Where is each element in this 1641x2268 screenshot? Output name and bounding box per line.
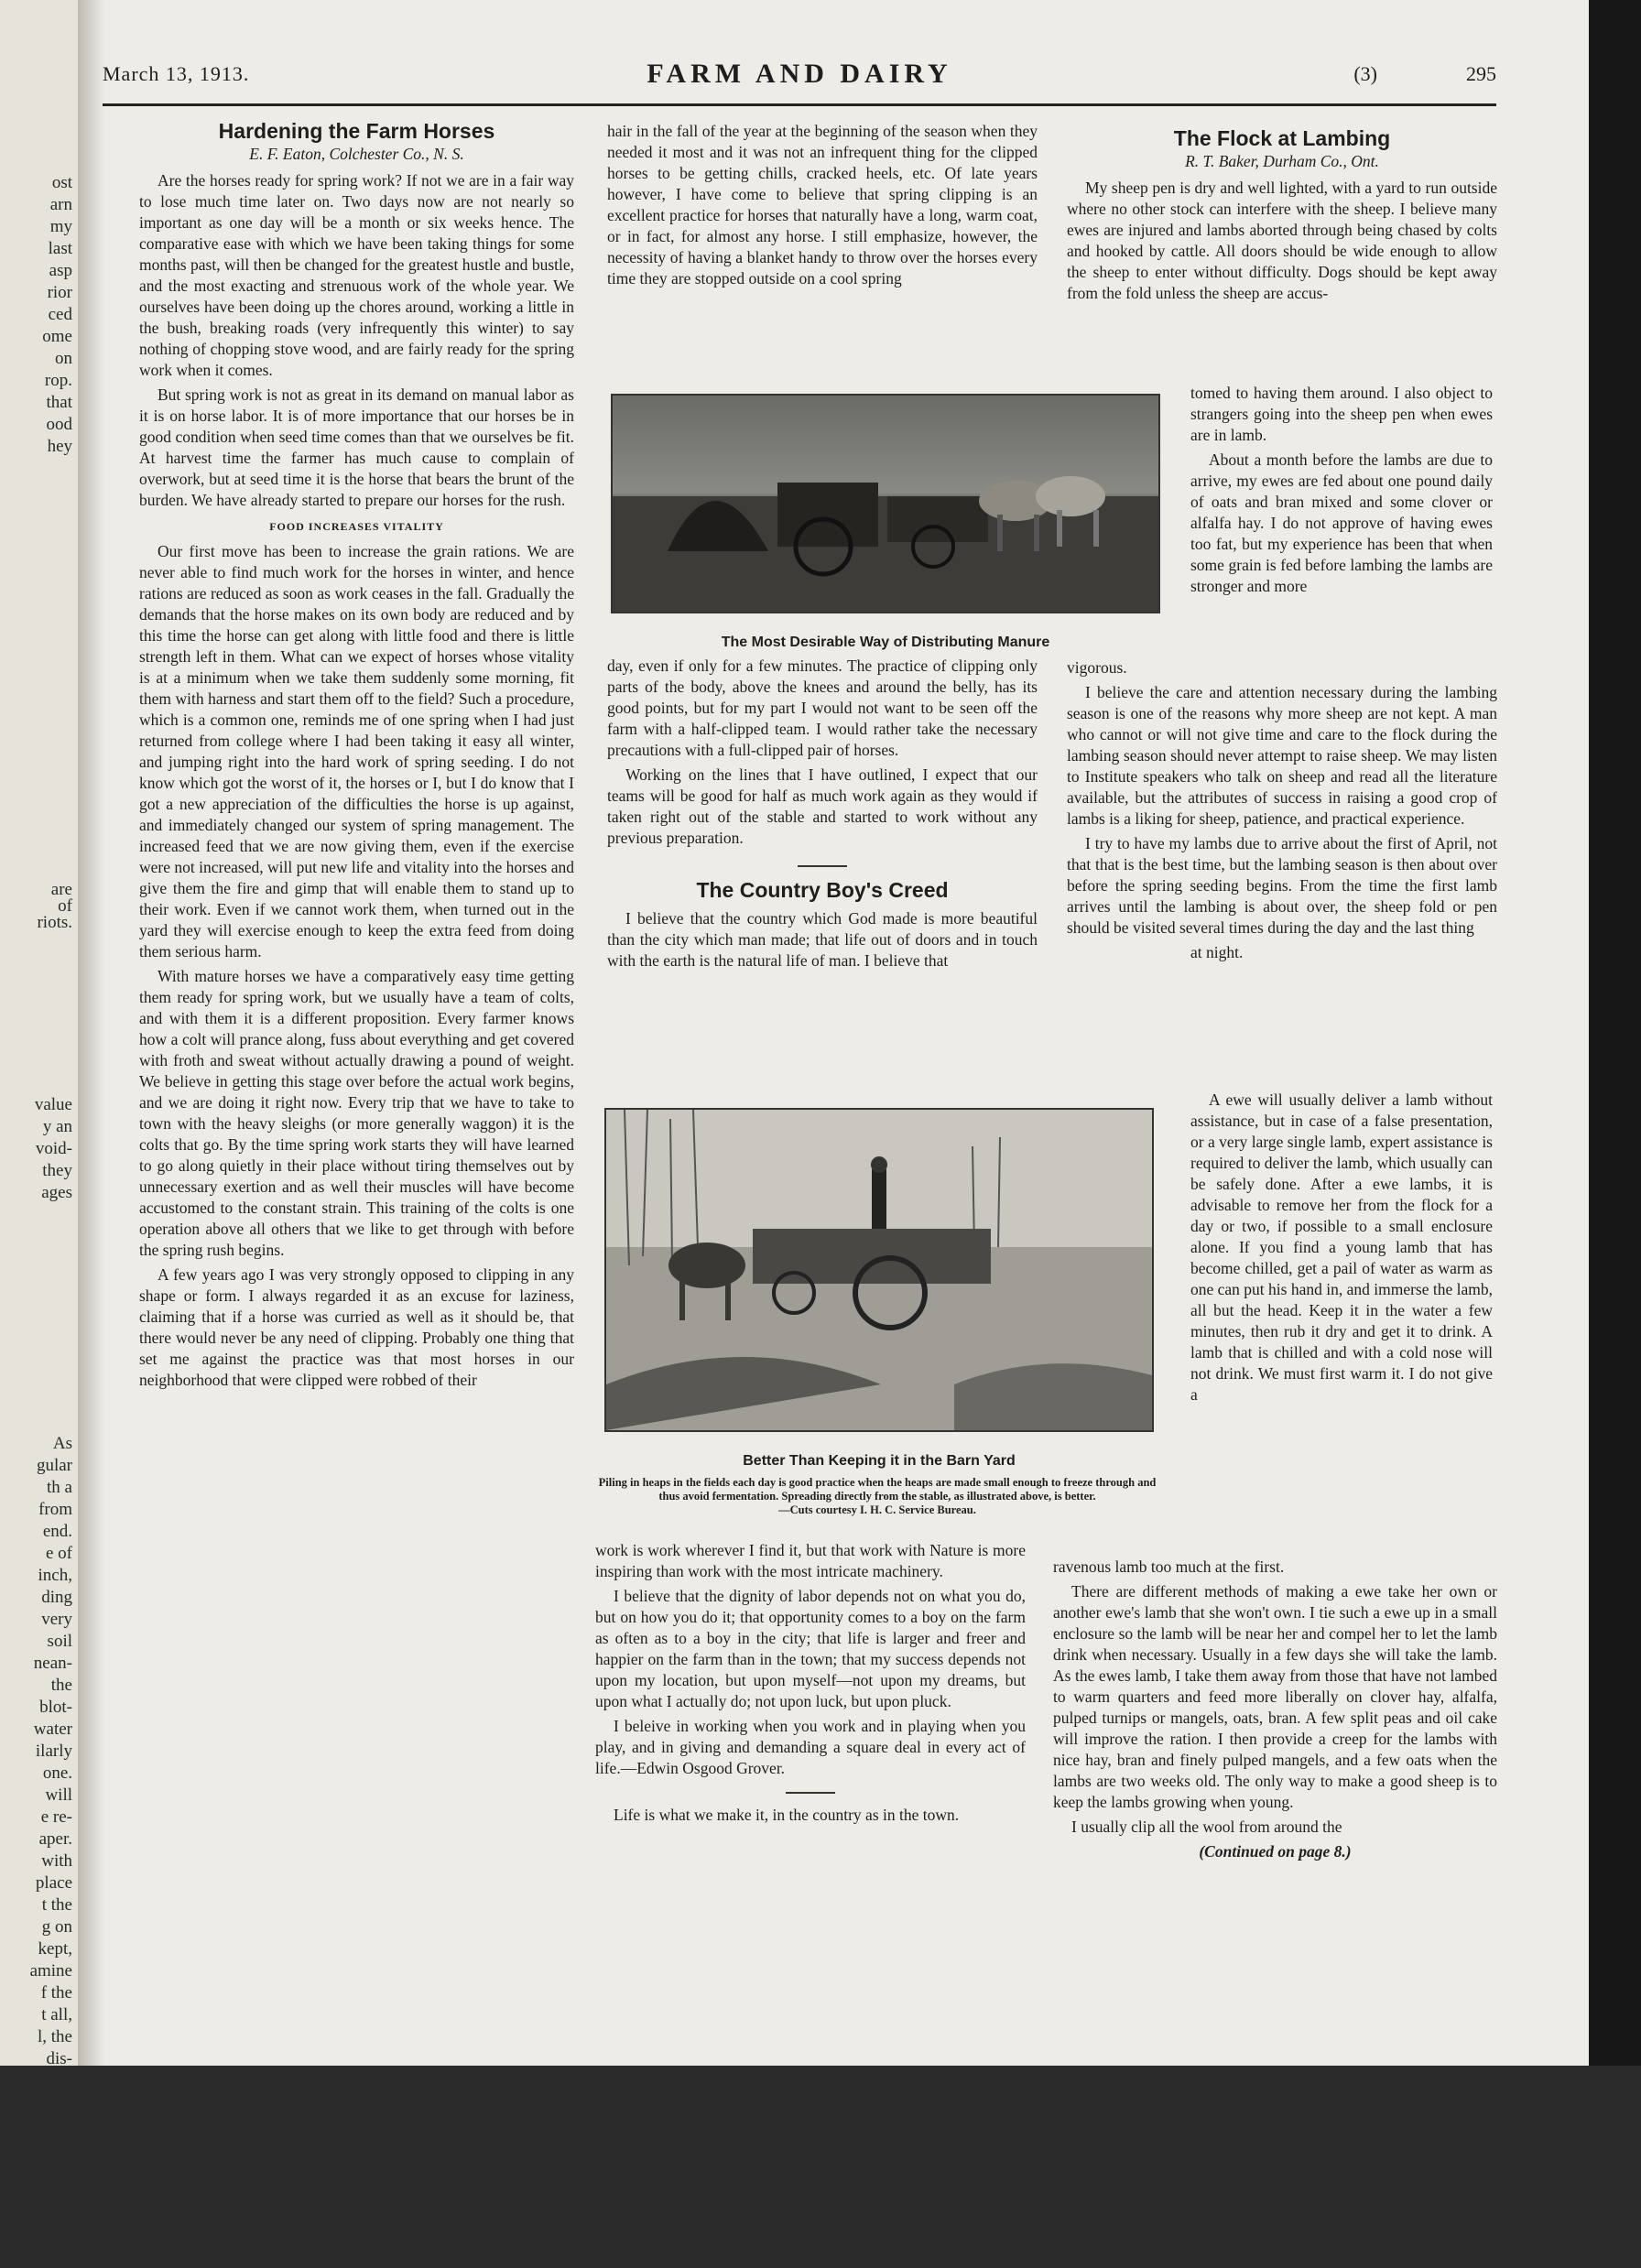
section-divider bbox=[786, 1792, 835, 1794]
paragraph: Working on the lines that I have outlined, I expect that our teams will be good for half as much work again as they would if taken right out of the stable and started to work without any previous preparation. bbox=[607, 765, 1038, 847]
previous-page-fragment: ding bbox=[41, 1588, 72, 1607]
page-header bbox=[103, 59, 1496, 99]
paragraph: Life is what we make it, in the country as in the town. bbox=[614, 1806, 960, 1824]
article-title: The Flock at Lambing bbox=[1173, 126, 1391, 150]
previous-page-fragment: if the bbox=[36, 2115, 72, 2134]
issue-date: March 13, 1913. bbox=[103, 62, 250, 85]
paragraph: I believe the care and attention necessary during the lambing season is one of the reasons why more sheep are not kept. A man who cannot or will not give time and care to the flock during the lambing season should never attempt to raise sheep. We may listen to Institute speakers who talk on sheep and read all the literature available, but the attributes of success in raising a good crop of lambs is a liking for sheep, patience, and practical experience. bbox=[1067, 683, 1497, 828]
paragraph: at night. bbox=[1190, 943, 1244, 961]
article-flock-wide-2 bbox=[1067, 657, 1497, 967]
paragraph: day, even if only for a few minutes. The practice of clipping only parts of the body, above the knees and around the belly, has its good points, but for my part I would not want to be seen off the farm with a half-clipped team. I would rather take the necessary precautions with a full-clipped pair of horses. bbox=[607, 657, 1038, 759]
previous-page-fragment: riots. bbox=[37, 913, 72, 932]
article-flock-narrow-1 bbox=[1190, 383, 1493, 601]
paragraph: I try to have my lambs due to arrive about the first of April, not that that is the best time, but the lambing season is then about over before the spring seeding begins. From the time the first lamb arrives until the lambing is about over, the sheep fold or pen should be visited several times during the day and the last thing bbox=[1067, 834, 1497, 937]
paragraph: vigorous. bbox=[1067, 658, 1127, 677]
paragraph: About a month before the lambs are due to arrive, my ewes are fed about one pound daily of oats and bran mixed and some clover or alfalfa hay. I do not approve of having ewes too fat, but my experience has been that when some grain is fed before lambing the lambs are stronger and more bbox=[1190, 450, 1493, 595]
article-title: The Country Boy's Creed bbox=[696, 878, 949, 902]
article-hardening-horses bbox=[139, 121, 574, 1394]
photo-subcaption bbox=[597, 1476, 1157, 1517]
previous-page-fragment: that bbox=[46, 2071, 72, 2090]
previous-page-fragment: ost bbox=[51, 173, 72, 192]
subheading: FOOD INCREASES VITALITY bbox=[269, 520, 444, 533]
previous-page-fragment: ilarly bbox=[35, 1742, 72, 1761]
previous-page-fragment: rop. bbox=[44, 371, 72, 390]
previous-page-fragment: th a bbox=[47, 1478, 72, 1497]
article-flock-narrow-2 bbox=[1190, 1090, 1493, 1409]
previous-page-fragment: end. bbox=[42, 1522, 72, 1541]
previous-page-fragment: asp bbox=[49, 261, 72, 280]
previous-page-fragment: t the bbox=[41, 1895, 72, 1915]
previous-page-fragment: xactly bbox=[29, 2225, 72, 2244]
previous-page-fragment: hey bbox=[47, 437, 72, 456]
previous-page-fragment: one. bbox=[42, 1763, 72, 1783]
previous-page-fragment: e re- bbox=[40, 1807, 72, 1827]
article-byline: R. T. Baker, Durham Co., Ont. bbox=[1185, 152, 1379, 170]
previous-page-fragment: aper. bbox=[38, 1829, 72, 1849]
previous-page-fragment: acre bbox=[43, 2159, 72, 2178]
previous-page-fragment: blot- bbox=[39, 1698, 72, 1717]
previous-page-fragment: f the bbox=[40, 1983, 72, 2002]
previous-page-fragment: with bbox=[41, 1851, 72, 1871]
previous-page-fragment: rior bbox=[47, 283, 72, 302]
previous-page-fragment: t all, bbox=[41, 2005, 72, 2024]
paragraph: work is work wherever I find it, but that work with Nature is more inspiring than work with the most intricate machinery. bbox=[595, 1541, 1026, 1580]
section-divider bbox=[798, 865, 847, 867]
paragraph: With mature horses we have a comparatively easy time getting them ready for spring work, but we usually have a team of colts, and with them it is a different proposition. Every farmer knows how a colt will prance along, fuss about everything and get covered with froth and sweat without actually drawing a pound of weight. We believe in getting this stage over before the actual work begins, and we are doing it right now. Every trip that we have to take to town with the heavy sleighs (or more generally waggon) it is the colts that go. By the time spring work starts they will have learned to go along quietly in their place without tiring themselves out by unnecessary exertion and as well their muscles will have become accustomed to the constant strain. This training of the colts is one operation above all others that we like to get through with before the spring rush begins. bbox=[139, 967, 574, 1259]
paragraph: But spring work is not as great in its demand on manual labor as it is on horse labor. It is of more importance that our horses be in good condition when seed time comes than that we ourselves be fit. At harvest time the farmer has much cause to complain of overwork, but at seed time it is the horse that bears the brunt of the burden. We have already started to prepare our horses for the rush. bbox=[139, 385, 574, 509]
paragraph: I believe that the dignity of labor depends not on what you do, but on how you do it; that opportunity comes to a boy on the farm as often as to a boy in the city; that life is larger and freer and happier on the farm than in the town; that my success depends not upon my location, but upon myself—not upon my dreams, but upon what I actually do; not upon luck, but upon pluck. bbox=[595, 1587, 1026, 1710]
page-number: 295 bbox=[1466, 62, 1496, 85]
previous-page-fragment: cent., bbox=[34, 2093, 72, 2112]
paragraph: ravenous lamb too much at the first. bbox=[1053, 1557, 1285, 1576]
previous-page-fragment: from bbox=[38, 1500, 72, 1519]
photo-caption: The Most Desirable Way of Distributing Manure bbox=[721, 635, 1050, 650]
previous-page-fragment: that bbox=[46, 393, 72, 412]
previous-page-fragment: place bbox=[35, 1873, 72, 1893]
section-number: (3) bbox=[1353, 62, 1377, 85]
paragraph: A few years ago I was very strongly opposed to clipping in any shape or form. I always regarded it as an excuse for laziness, claiming that if a horse was curried as well as it should be, that there would never be any need of clipping. Probably one thing that set me against the practice was that most horses in our neighborhood that were clipped were robbed of their bbox=[139, 1265, 574, 1389]
previous-page-fragment: very bbox=[41, 1610, 72, 1629]
article-byline: E. F. Eaton, Colchester Co., N. S. bbox=[249, 145, 464, 163]
photo-caption: Better Than Keeping it in the Barn Yard bbox=[743, 1453, 1016, 1469]
previous-page-fragment: t ger- bbox=[35, 2137, 72, 2156]
previous-page-fragment: ages bbox=[41, 1183, 72, 1202]
previous-page-fragment: are bbox=[50, 880, 72, 899]
previous-page-fragment: e of bbox=[45, 1544, 72, 1563]
previous-page-fragment: my bbox=[49, 217, 72, 236]
paragraph: hair in the fall of the year at the beginning of the season when they needed it most and it was not an infrequent thing for the clipped horses to be getting chills, cracked heels, etc. Of late years however, I have come to believe that spring clipping is an excellent practice for horses that naturally have a long, warm coat, or in fact, for almost any horse. I still emphasize, however, the necessity of having a blanket handy to throw over the horses every time they are stopped outside on a cool spring bbox=[607, 122, 1038, 288]
previous-page-fragment: for a bbox=[39, 2181, 72, 2200]
article-flock-lambing bbox=[1067, 128, 1497, 308]
previous-page-fragment: nean- bbox=[33, 1654, 72, 1673]
previous-page-fragment: the bbox=[50, 1676, 72, 1695]
article-hardening-continued bbox=[607, 121, 1038, 293]
previous-page-fragment: they bbox=[42, 1161, 72, 1180]
photo-credit: —Cuts courtesy I. H. C. Service Bureau. bbox=[778, 1503, 976, 1516]
previous-page-fragment: ood bbox=[46, 415, 72, 434]
previous-page-fragment: of bbox=[58, 896, 72, 916]
publication-name: FARM AND DAIRY bbox=[647, 59, 952, 89]
paragraph: tomed to having them around. I also object to strangers going into the sheep pen when ewes are in lamb. bbox=[1190, 384, 1493, 444]
previous-page-fragment: soil bbox=[47, 1632, 72, 1651]
header-rule bbox=[103, 103, 1496, 106]
previous-page-fragment: gular bbox=[36, 1456, 72, 1475]
previous-page-fragment: value bbox=[34, 1095, 72, 1114]
previous-page-fragment: kept, bbox=[38, 1939, 72, 1959]
paragraph: I beleive in working when you work and in playing when you play, and in giving and demanding a square deal in every act of life.—Edwin Osgood Grover. bbox=[595, 1717, 1026, 1777]
previous-page-fragment: on bbox=[55, 349, 72, 368]
photo-man-on-manure-wagon bbox=[604, 1108, 1154, 1432]
previous-page-fragment: ced bbox=[48, 305, 72, 324]
paragraph: There are different methods of making a ewe take her own or another ewe's lamb that she won't own. I tie such a ewe up in a small enclosure so the lamb will be near her and compel her to let the lamb drink when necessary. Usually in a few days she will take the lamb. As the ewes lamb, I take them away from those that have not lambed to warm quarters and feed more liberally on clover hay, alfalfa, pulped turnips or mangels, oats, bran. A few split peas and oil cake will improve the ration. I then provide a creep for the lambs with nice hay, bran and finely pulped mangels, and a few oats when the lambs are two weeks old. The only way to make a good sheep is to keep the lambs growing when young. bbox=[1053, 1582, 1497, 1811]
article-flock-wide-3 bbox=[1053, 1557, 1497, 1862]
previous-page-fragment: stand. bbox=[31, 2247, 72, 2266]
previous-page-fragment: As bbox=[52, 1434, 72, 1453]
article-hardening-end bbox=[607, 656, 1038, 975]
paragraph: A ewe will usually deliver a lamb without assistance, but in case of a false presentation, or a very large single lamb, expert assistance is required to deliver the lamb, which usually can be safely done. After a ewe lambs, it is advisable to remove her from the flock for a day or two, if possible to a small enclosure alone. If you find a young lamb that has become chilled, get a pail of water as warm as one can put his hand in, and immerse the lamb, all but the head. Keep it in the water a few minutes, then rub it dry and get it to drink. A lamb that is chilled and with a cold nose will not drink. We must first warm it. I do not give a bbox=[1190, 1091, 1493, 1404]
subcaption-text: Piling in heaps in the fields each day is good practice when the heaps are made small enough to freeze through and thus avoid fermentation. Spreading directly from the stable, as illustrated above, is better. bbox=[598, 1476, 1157, 1503]
paragraph: I usually clip all the wool from around the bbox=[1071, 1818, 1342, 1836]
previous-page-fragment: long, bbox=[37, 2203, 72, 2222]
paragraph: Our first move has been to increase the grain rations. We are never able to find much work for the horses in winter, and hence rations are reduced as soon as work ceases in the fall. Gradually the demands that the horse makes on its own body are reduced and by this time the horse can get along with little food and there is little strength left in them. What can we expect of horses whose vitality is at a minimum when we take them suddenly some morning, fit them with harness and start them off to the field? Such a procedure, which is a common one, reminds me of one spring when I had just returned from college where I had been taking it easy all winter, and jumping right into the hard work of spring seeding. I do not know which got the worst of it, the horses or I, but I do know that I got a new appreciation of the difficulties the horse is up against, and immediately changed our system of spring management. The increased feed that we are now giving them, even if the exercise were not increased, will put new life and vitality into the horses and give them the fire and gimp that will enable them to stand up to their work. Even if we cannot work them, when turned out in the yard they will exercise enough to keep the extra feed from doing them serious harm. bbox=[139, 542, 574, 960]
continued-notice: (Continued on page 8.) bbox=[1199, 1842, 1352, 1861]
previous-page-fragment: ome bbox=[42, 327, 72, 346]
previous-page-edge bbox=[0, 0, 78, 2266]
article-title: Hardening the Farm Horses bbox=[218, 119, 495, 143]
previous-page-fragment: arn bbox=[49, 195, 72, 214]
previous-page-fragment: y an bbox=[42, 1117, 72, 1136]
previous-page-fragment: l, the bbox=[38, 2027, 72, 2046]
photo-manure-spreader-team bbox=[611, 394, 1160, 613]
previous-page-fragment: inch, bbox=[38, 1566, 72, 1585]
previous-page-fragment: will bbox=[45, 1785, 72, 1805]
previous-page-fragment: amine bbox=[29, 1961, 72, 1980]
previous-page-fragment: dis- bbox=[46, 2049, 72, 2068]
paragraph: I believe that the country which God made is more beautiful than the city which man made; that life out of doors and in touch with the earth is the natural life of man. I believe that bbox=[607, 909, 1038, 970]
previous-page-fragment: last bbox=[48, 239, 72, 258]
paragraph: Are the horses ready for spring work? If not we are in a fair way to lose much time later on. Two days now are not nearly so important as one day will be a month or six weeks hence. The comparative ease with which we have been taking things for some months past, will then be changed for the greatest hustle and bustle, and the most exacting and strenuous work of the whole year. We ourselves have been doing up the chores around, working a little in the bush, breaking roads (very infrequently this winter) to say nothing of chopping stove wood, and are fairly ready for the spring work when it comes. bbox=[139, 171, 574, 379]
previous-page-fragment: water bbox=[33, 1720, 72, 1739]
article-creed-continued bbox=[595, 1540, 1026, 1829]
previous-page-fragment: g on bbox=[41, 1917, 72, 1937]
page-binding-shadow bbox=[78, 0, 105, 2066]
paragraph: My sheep pen is dry and well lighted, with a yard to run outside where no other stock can interfere with the sheep. I believe many ewes are injured and lambs aborted through being chased by colts and hooked by cattle. All doors should be wide enough to allow the sheep to enter without difficulty. Dogs should be kept away from the fold unless the sheep are accus- bbox=[1067, 179, 1497, 302]
previous-page-fragment: void- bbox=[35, 1139, 72, 1158]
scan-border-right bbox=[1589, 0, 1641, 2066]
